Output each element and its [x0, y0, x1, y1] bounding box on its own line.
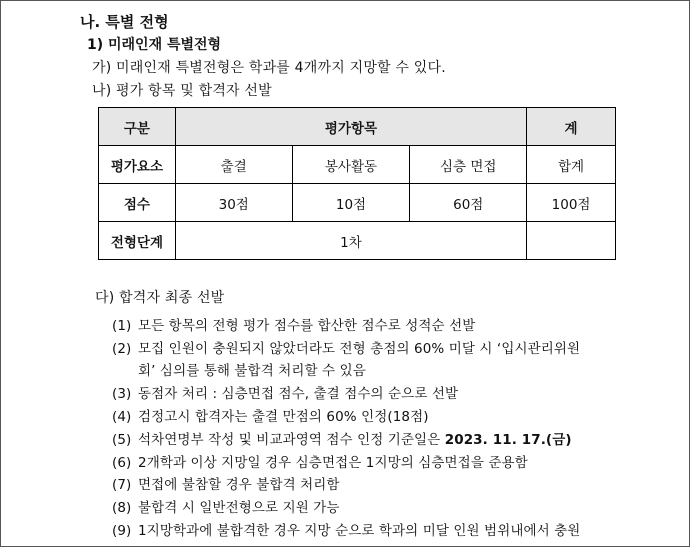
score-total: 100점	[527, 184, 616, 222]
list-item: (6) 2개학과 이상 지망일 경우 심층면접은 1지망의 심층면접을 준용함	[112, 455, 528, 471]
score-interview: 60점	[410, 184, 527, 222]
empty-cell	[527, 222, 616, 260]
row-label-stage: 전형단계	[99, 222, 176, 260]
list-item: (1) 모든 항목의 전형 평가 점수를 합산한 점수로 성적순 선발	[112, 318, 476, 334]
paragraph-ga: 가) 미래인재 특별전형은 학과를 4개까지 지망할 수 있다.	[92, 60, 446, 76]
list-item: (4) 검정고시 합격자는 출결 만점의 60% 인정(18점)	[112, 409, 429, 425]
table-row-elements	[99, 146, 616, 184]
score-attendance: 30점	[175, 184, 292, 222]
list-item: (5) 석차연명부 작성 및 비교과영역 점수 인정 기준일은 2023. 11. 17.(금)	[112, 432, 572, 448]
stage-value: 1차	[175, 222, 526, 260]
paragraph-da: 다) 합격자 최종 선발	[95, 290, 225, 306]
score-volunteer: 10점	[292, 184, 410, 222]
section-title: 나. 특별 전형	[80, 13, 169, 31]
base-date: 2023. 11. 17.(금)	[444, 432, 572, 448]
header-category: 구분	[99, 108, 176, 146]
header-total: 계	[527, 108, 616, 146]
list-item: (8) 불합격 시 일반전형으로 지원 가능	[112, 500, 340, 516]
cell-attendance: 출결	[175, 146, 292, 184]
list-item: (7) 면접에 불참할 경우 불합격 처리함	[112, 477, 340, 493]
table-header-row	[99, 108, 616, 146]
subsection-title: 1) 미래인재 특별전형	[87, 37, 222, 53]
row-label-scores: 점수	[99, 184, 176, 222]
cell-sum: 합계	[527, 146, 616, 184]
paragraph-na: 나) 평가 항목 및 합격자 선발	[92, 83, 272, 99]
table-row-scores	[99, 184, 616, 222]
cell-volunteer: 봉사활동	[292, 146, 410, 184]
table-row-stage	[99, 222, 616, 260]
list-item: (3) 동점자 처리 : 심층면접 점수, 출결 점수의 순으로 선발	[112, 386, 459, 402]
header-evaluation-items: 평가항목	[175, 108, 526, 146]
row-label-elements: 평가요소	[99, 146, 176, 184]
cell-interview: 심층 면접	[410, 146, 527, 184]
list-item: (2) 모집 인원이 충원되지 않았더라도 전형 총점의 60% 미달 시 ‘입시관리위원	[112, 341, 581, 357]
list-item-continuation: 회’ 심의를 통해 불합격 처리할 수 있음	[138, 363, 366, 379]
list-item: (9) 1지망학과에 불합격한 경우 지망 순으로 학과의 미달 인원 범위내에서 충원	[112, 523, 581, 539]
evaluation-table	[98, 107, 616, 260]
